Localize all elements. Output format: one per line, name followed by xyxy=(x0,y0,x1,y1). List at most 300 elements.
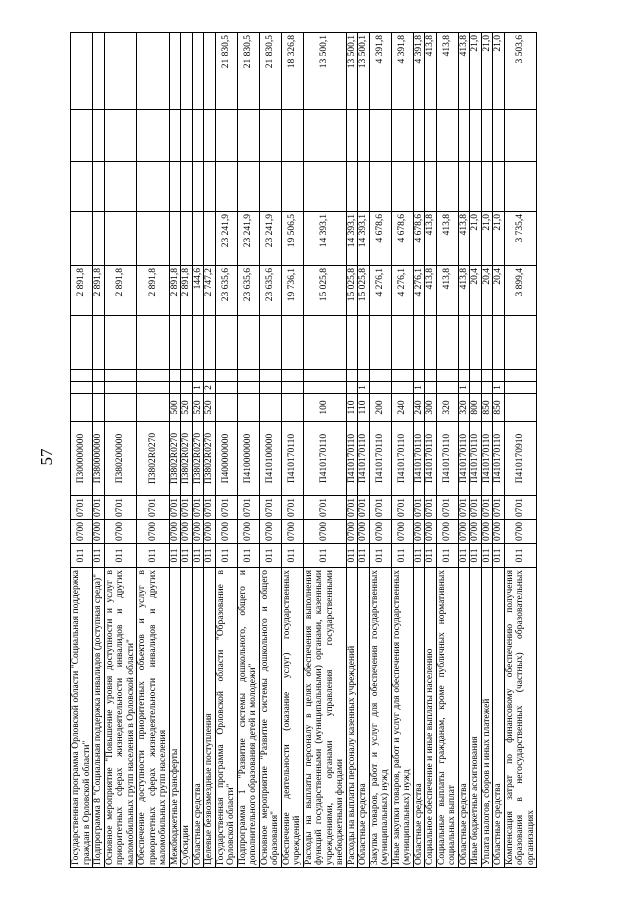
blank-col xyxy=(71,316,93,370)
amount-2 xyxy=(181,212,193,266)
amount-3 xyxy=(137,33,170,110)
blank-col xyxy=(493,316,505,370)
amount-3 xyxy=(169,33,181,110)
amount-2 xyxy=(192,212,204,266)
extra-code xyxy=(413,370,425,382)
extra-code xyxy=(504,370,537,382)
fund-type xyxy=(104,382,137,394)
blank-col-2 xyxy=(281,162,303,212)
extra-code xyxy=(358,370,370,382)
section-code: 0700 xyxy=(215,520,237,544)
extra-code xyxy=(215,370,237,382)
subsection-code: 0701 xyxy=(346,496,358,520)
amount-1: 2 891,8 xyxy=(104,266,137,316)
blank-col xyxy=(281,316,303,370)
table-body xyxy=(71,33,537,868)
blank-col-3 xyxy=(481,110,493,162)
ministry-code: 011 xyxy=(169,544,181,568)
amount-1: 15 025,8 xyxy=(303,266,346,316)
row-name: Основное мероприятие "Развитие системы дошкольного и общего образования" xyxy=(259,568,281,868)
ministry-code: 011 xyxy=(104,544,137,568)
amount-1: 15 025,8 xyxy=(358,266,370,316)
section-code: 0700 xyxy=(192,520,204,544)
table-row xyxy=(192,33,204,868)
subsection-code: 0701 xyxy=(369,496,391,520)
amount-2: 413,8 xyxy=(425,212,437,266)
expense-type xyxy=(93,394,105,422)
ministry-code: 011 xyxy=(436,544,458,568)
fund-type: 2 xyxy=(204,382,216,394)
fund-type: 1 xyxy=(458,382,470,394)
blank-col-3 xyxy=(215,110,237,162)
amount-2: 4 678,6 xyxy=(413,212,425,266)
blank-col-2 xyxy=(481,162,493,212)
blank-col-3 xyxy=(346,110,358,162)
extra-code xyxy=(169,370,181,382)
amount-2: 19 506,5 xyxy=(281,212,303,266)
amount-1: 2 747,2 xyxy=(204,266,216,316)
amount-2: 4 678,6 xyxy=(391,212,413,266)
extra-code xyxy=(93,370,105,382)
section-code: 0700 xyxy=(71,520,93,544)
row-name: Обеспечение доступности приоритетных объектов и услуг в приоритетных сферах жизнедеятельности инвалидов и других маломобильных групп населения xyxy=(137,568,170,868)
extra-code xyxy=(391,370,413,382)
blank-col xyxy=(137,316,170,370)
budget-table xyxy=(70,32,537,868)
blank-col xyxy=(181,316,193,370)
target-article: П3802R0270 xyxy=(137,422,170,496)
blank-col-2 xyxy=(259,162,281,212)
ministry-code: 011 xyxy=(391,544,413,568)
blank-col-2 xyxy=(458,162,470,212)
amount-1: 23 635,6 xyxy=(215,266,237,316)
subsection-code: 0701 xyxy=(93,496,105,520)
ministry-code: 011 xyxy=(137,544,170,568)
subsection-code: 0701 xyxy=(391,496,413,520)
amount-3 xyxy=(181,33,193,110)
subsection-code: 0701 xyxy=(192,496,204,520)
row-name: Уплата налогов, сборов и иных платежей xyxy=(481,568,493,868)
amount-3: 21 830,5 xyxy=(259,33,281,110)
blank-col xyxy=(369,316,391,370)
blank-col xyxy=(436,316,458,370)
ministry-code: 011 xyxy=(369,544,391,568)
row-name: Областные средства xyxy=(192,568,204,868)
section-code: 0700 xyxy=(346,520,358,544)
section-code: 0700 xyxy=(259,520,281,544)
fund-type: 1 xyxy=(192,382,204,394)
blank-col-3 xyxy=(137,110,170,162)
ministry-code: 011 xyxy=(181,544,193,568)
blank-col-3 xyxy=(303,110,346,162)
amount-1: 15 025,8 xyxy=(346,266,358,316)
budget-table-container xyxy=(70,33,550,868)
blank-col xyxy=(413,316,425,370)
row-name: Государственная программа Орловской области "Социальная поддержка граждан в Орловской области" xyxy=(71,568,93,868)
amount-1: 2 891,8 xyxy=(169,266,181,316)
amount-2 xyxy=(104,212,137,266)
extra-code xyxy=(481,370,493,382)
ministry-code: 011 xyxy=(493,544,505,568)
section-code: 0700 xyxy=(436,520,458,544)
blank-col xyxy=(215,316,237,370)
expense-type: 240 xyxy=(413,394,425,422)
row-name: Обеспечение деятельности (оказание услуг) государственных учреждений xyxy=(281,568,303,868)
extra-code xyxy=(137,370,170,382)
extra-code xyxy=(71,370,93,382)
row-name: Иные закупки товаров, работ и услуг для обеспечения государственных (муниципальных) нужд xyxy=(391,568,413,868)
amount-3 xyxy=(104,33,137,110)
table-row xyxy=(237,33,259,868)
table-row xyxy=(104,33,137,868)
blank-col-2 xyxy=(204,162,216,212)
amount-1: 20,4 xyxy=(493,266,505,316)
amount-2: 23 241,9 xyxy=(237,212,259,266)
amount-2: 21,0 xyxy=(470,212,482,266)
section-code: 0700 xyxy=(413,520,425,544)
amount-1: 2 891,8 xyxy=(181,266,193,316)
subsection-code: 0701 xyxy=(470,496,482,520)
amount-2: 4 678,6 xyxy=(369,212,391,266)
section-code: 0700 xyxy=(303,520,346,544)
subsection-code: 0701 xyxy=(169,496,181,520)
target-article: П410170110 xyxy=(436,422,458,496)
amount-3: 413,8 xyxy=(458,33,470,110)
extra-code xyxy=(281,370,303,382)
fund-type xyxy=(391,382,413,394)
fund-type xyxy=(93,382,105,394)
ministry-code: 011 xyxy=(71,544,93,568)
ministry-code: 011 xyxy=(93,544,105,568)
amount-3: 21,0 xyxy=(481,33,493,110)
target-article: П300000000 xyxy=(71,422,93,496)
amount-1: 20,4 xyxy=(481,266,493,316)
blank-col xyxy=(192,316,204,370)
target-article: П3802R0270 xyxy=(169,422,181,496)
ministry-code: 011 xyxy=(259,544,281,568)
amount-2 xyxy=(137,212,170,266)
amount-3: 18 326,8 xyxy=(281,33,303,110)
extra-code xyxy=(346,370,358,382)
section-code: 0700 xyxy=(470,520,482,544)
blank-col-2 xyxy=(346,162,358,212)
subsection-code: 0701 xyxy=(458,496,470,520)
table-row xyxy=(504,33,537,868)
amount-1: 413,8 xyxy=(425,266,437,316)
ministry-code: 011 xyxy=(215,544,237,568)
blank-col xyxy=(358,316,370,370)
ministry-code: 011 xyxy=(470,544,482,568)
row-name: Областные средства xyxy=(493,568,505,868)
blank-col xyxy=(470,316,482,370)
ministry-code: 011 xyxy=(481,544,493,568)
target-article: П3802R0270 xyxy=(192,422,204,496)
expense-type: 850 xyxy=(481,394,493,422)
expense-type: 520 xyxy=(192,394,204,422)
target-article: П410170110 xyxy=(303,422,346,496)
blank-col-2 xyxy=(470,162,482,212)
table-row xyxy=(93,33,105,868)
amount-3: 21 830,5 xyxy=(237,33,259,110)
subsection-code: 0701 xyxy=(481,496,493,520)
blank-col-3 xyxy=(281,110,303,162)
ministry-code: 011 xyxy=(504,544,537,568)
subsection-code: 0701 xyxy=(137,496,170,520)
row-name: Социальные выплаты гражданам, кроме публичных нормативных социальных выплат xyxy=(436,568,458,868)
blank-col xyxy=(481,316,493,370)
fund-type xyxy=(259,382,281,394)
table-row xyxy=(215,33,237,868)
expense-type xyxy=(259,394,281,422)
subsection-code: 0701 xyxy=(281,496,303,520)
expense-type: 110 xyxy=(358,394,370,422)
table-row xyxy=(137,33,170,868)
amount-3: 13 500,1 xyxy=(303,33,346,110)
subsection-code: 0701 xyxy=(413,496,425,520)
amount-1: 20,4 xyxy=(470,266,482,316)
fund-type xyxy=(215,382,237,394)
amount-2: 14 393,1 xyxy=(303,212,346,266)
expense-type xyxy=(281,394,303,422)
amount-1: 23 635,6 xyxy=(237,266,259,316)
blank-col-3 xyxy=(369,110,391,162)
amount-2: 21,0 xyxy=(481,212,493,266)
amount-3: 4 391,8 xyxy=(391,33,413,110)
fund-type xyxy=(369,382,391,394)
row-name: Основное мероприятие "Повышение уровня доступности и услуг в приоритетных сферах жизнедеятельности инвалидов и других маломобильных групп населения в Орловской области" xyxy=(104,568,137,868)
target-article: П410170110 xyxy=(470,422,482,496)
blank-col-2 xyxy=(181,162,193,212)
amount-2: 413,8 xyxy=(436,212,458,266)
ministry-code: 011 xyxy=(303,544,346,568)
ministry-code: 011 xyxy=(425,544,437,568)
amount-1: 144,6 xyxy=(192,266,204,316)
table-row xyxy=(71,33,93,868)
row-name: Областные средства xyxy=(358,568,370,868)
extra-code xyxy=(181,370,193,382)
target-article: П410170110 xyxy=(369,422,391,496)
blank-col-2 xyxy=(413,162,425,212)
blank-col-2 xyxy=(436,162,458,212)
target-article: П410170110 xyxy=(425,422,437,496)
amount-2: 14 393,1 xyxy=(346,212,358,266)
ministry-code: 011 xyxy=(237,544,259,568)
blank-col-2 xyxy=(358,162,370,212)
table-row xyxy=(481,33,493,868)
blank-col-3 xyxy=(71,110,93,162)
section-code: 0700 xyxy=(204,520,216,544)
subsection-code: 0701 xyxy=(215,496,237,520)
amount-3 xyxy=(71,33,93,110)
blank-col-3 xyxy=(413,110,425,162)
blank-col-3 xyxy=(493,110,505,162)
amount-3 xyxy=(192,33,204,110)
table-row xyxy=(281,33,303,868)
table-row xyxy=(470,33,482,868)
fund-type xyxy=(504,382,537,394)
extra-code xyxy=(369,370,391,382)
expense-type: 240 xyxy=(391,394,413,422)
row-name: Расходы на выплаты персоналу в целях обеспечения выполнения функций государственными (муниципальными) органами, казенными учреждениями, органами управления государственными внебюджетными фондами xyxy=(303,568,346,868)
extra-code xyxy=(493,370,505,382)
fund-type xyxy=(169,382,181,394)
row-name: Областные средства xyxy=(413,568,425,868)
expense-type: 800 xyxy=(470,394,482,422)
blank-col xyxy=(425,316,437,370)
subsection-code: 0701 xyxy=(493,496,505,520)
blank-col-3 xyxy=(181,110,193,162)
extra-code xyxy=(470,370,482,382)
table-row xyxy=(413,33,425,868)
target-article: П400000000 xyxy=(215,422,237,496)
extra-code xyxy=(303,370,346,382)
section-code: 0700 xyxy=(169,520,181,544)
expense-type: 850 xyxy=(493,394,505,422)
fund-type xyxy=(346,382,358,394)
expense-type xyxy=(137,394,170,422)
amount-3: 21,0 xyxy=(493,33,505,110)
extra-code xyxy=(192,370,204,382)
row-name: Субсидии xyxy=(181,568,193,868)
section-code: 0700 xyxy=(104,520,137,544)
fund-type xyxy=(470,382,482,394)
fund-type xyxy=(181,382,193,394)
ministry-code: 011 xyxy=(204,544,216,568)
row-name: Областные средства xyxy=(458,568,470,868)
amount-3: 3 503,6 xyxy=(504,33,537,110)
blank-col-3 xyxy=(425,110,437,162)
extra-code xyxy=(259,370,281,382)
ministry-code: 011 xyxy=(358,544,370,568)
amount-1: 4 276,1 xyxy=(413,266,425,316)
amount-3: 413,8 xyxy=(436,33,458,110)
amount-3: 13 500,1 xyxy=(358,33,370,110)
blank-col-3 xyxy=(93,110,105,162)
subsection-code: 0701 xyxy=(303,496,346,520)
section-code: 0700 xyxy=(391,520,413,544)
amount-2 xyxy=(169,212,181,266)
section-code: 0700 xyxy=(358,520,370,544)
amount-3: 13 500,1 xyxy=(346,33,358,110)
ministry-code: 011 xyxy=(413,544,425,568)
row-name: Целевые безвозмездные поступления xyxy=(204,568,216,868)
row-name: Государственная программа Орловской области "Образование в Орловской области" xyxy=(215,568,237,868)
amount-2: 14 393,1 xyxy=(358,212,370,266)
section-code: 0700 xyxy=(93,520,105,544)
fund-type xyxy=(237,382,259,394)
fund-type xyxy=(303,382,346,394)
expense-type xyxy=(215,394,237,422)
amount-3 xyxy=(93,33,105,110)
expense-type xyxy=(504,394,537,422)
blank-col-2 xyxy=(425,162,437,212)
ministry-code: 011 xyxy=(458,544,470,568)
expense-type: 500 xyxy=(169,394,181,422)
subsection-code: 0701 xyxy=(204,496,216,520)
amount-3: 21 830,5 xyxy=(215,33,237,110)
blank-col xyxy=(93,316,105,370)
section-code: 0700 xyxy=(237,520,259,544)
table-row xyxy=(358,33,370,868)
expense-type: 200 xyxy=(369,394,391,422)
target-article: П410170110 xyxy=(358,422,370,496)
blank-col-3 xyxy=(470,110,482,162)
extra-code xyxy=(204,370,216,382)
table-row xyxy=(493,33,505,868)
target-article: П380200000 xyxy=(104,422,137,496)
blank-col-2 xyxy=(93,162,105,212)
extra-code xyxy=(104,370,137,382)
expense-type: 100 xyxy=(303,394,346,422)
blank-col-3 xyxy=(192,110,204,162)
subsection-code: 0701 xyxy=(237,496,259,520)
blank-col-2 xyxy=(104,162,137,212)
section-code: 0700 xyxy=(504,520,537,544)
amount-3: 21,0 xyxy=(470,33,482,110)
blank-col-3 xyxy=(458,110,470,162)
expense-type xyxy=(71,394,93,422)
subsection-code: 0701 xyxy=(104,496,137,520)
amount-3: 413,8 xyxy=(425,33,437,110)
blank-col-2 xyxy=(391,162,413,212)
amount-3: 4 391,8 xyxy=(369,33,391,110)
amount-2 xyxy=(71,212,93,266)
extra-code xyxy=(237,370,259,382)
amount-2: 23 241,9 xyxy=(215,212,237,266)
expense-type xyxy=(104,394,137,422)
blank-col xyxy=(504,316,537,370)
amount-2 xyxy=(204,212,216,266)
section-code: 0700 xyxy=(481,520,493,544)
blank-col xyxy=(391,316,413,370)
blank-col-3 xyxy=(104,110,137,162)
fund-type xyxy=(137,382,170,394)
amount-1: 413,8 xyxy=(436,266,458,316)
target-article: П410100000 xyxy=(259,422,281,496)
amount-2: 23 241,9 xyxy=(259,212,281,266)
target-article: П410170110 xyxy=(493,422,505,496)
expense-type: 320 xyxy=(458,394,470,422)
amount-3 xyxy=(204,33,216,110)
fund-type: 1 xyxy=(413,382,425,394)
fund-type: 1 xyxy=(493,382,505,394)
target-article: П380000000 xyxy=(93,422,105,496)
target-article: П410170110 xyxy=(413,422,425,496)
target-article: П410170110 xyxy=(391,422,413,496)
amount-1: 3 899,4 xyxy=(504,266,537,316)
table-row xyxy=(259,33,281,868)
row-name: Социальное обеспечение и иные выплаты населению xyxy=(425,568,437,868)
table-row xyxy=(169,33,181,868)
blank-col xyxy=(204,316,216,370)
section-code: 0700 xyxy=(137,520,170,544)
target-article: П410170910 xyxy=(504,422,537,496)
table-row xyxy=(425,33,437,868)
blank-col xyxy=(237,316,259,370)
target-article: П410170110 xyxy=(281,422,303,496)
amount-2: 21,0 xyxy=(493,212,505,266)
fund-type xyxy=(425,382,437,394)
row-name: Закупка товаров, работ и услуг для обеспечения государственных (муниципальных) нужд xyxy=(369,568,391,868)
row-name: Расходы на выплаты персоналу казенных учреждений xyxy=(346,568,358,868)
table-row xyxy=(204,33,216,868)
subsection-code: 0701 xyxy=(425,496,437,520)
extra-code xyxy=(436,370,458,382)
subsection-code: 0701 xyxy=(71,496,93,520)
target-article: П410170110 xyxy=(481,422,493,496)
amount-2 xyxy=(93,212,105,266)
page-number: 57 xyxy=(37,448,56,466)
